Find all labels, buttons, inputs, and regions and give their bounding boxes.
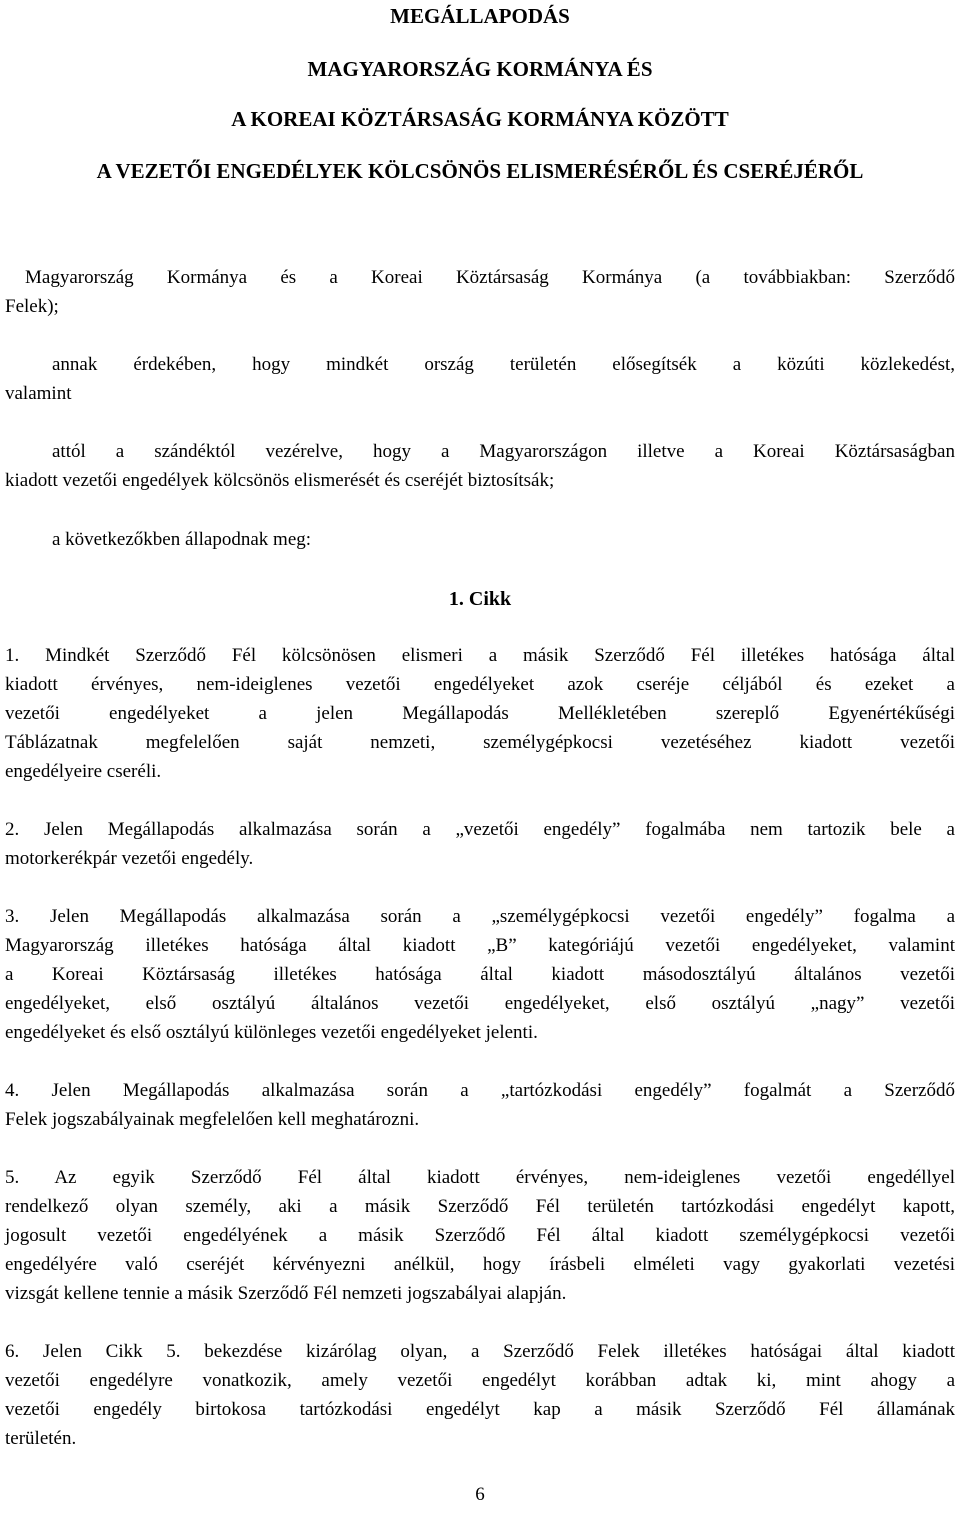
document-subtitle-subject: A VEZETŐI ENGEDÉLYEK KÖLCSÖNÖS ELISMERÉSÉRŐL ÉS CSERÉJÉRŐL (96, 159, 864, 183)
article-line: engedélyére való cseréjét kérvényezni anélkül, hogy írásbeli elméleti vagy gyakorlati vezetési (5, 1254, 955, 1275)
article-line: rendelkező olyan személy, aki a másik Szerződő Fél területén tartózkodási engedélyt kapott, (5, 1196, 955, 1217)
preamble-line: Felek); (5, 296, 59, 317)
article-line: engedélyeket, első osztályú általános vezetői engedélyeket, első osztályú „nagy” vezetői (5, 993, 955, 1014)
article-line: Magyarország illetékes hatósága által kiadott „B” kategóriájú vezetői engedélyeket, valamint (5, 935, 955, 956)
article-line: Táblázatnak megfelelően saját nemzeti, személygépkocsi vezetéséhez kiadott vezetői (5, 732, 955, 753)
article-line: kiadott érvényes, nem-ideiglenes vezetői engedélyeket azok cseréje céljából és ezeket a (5, 674, 955, 695)
article-line: 6. Jelen Cikk 5. bekezdése kizárólag olyan, a Szerződő Felek illetékes hatóságai által kiadott (5, 1341, 955, 1362)
preamble-line: Magyarország Kormánya és a Koreai Köztársaság Kormánya (a továbbiakban: Szerződő (25, 267, 955, 288)
article-line: vezetői engedélyre vonatkozik, amely vezetői engedélyt korábban adtak ki, mint ahogy a (5, 1370, 955, 1391)
article-line: 4. Jelen Megállapodás alkalmazása során a „tartózkodási engedély” fogalmát a Szerződő (5, 1080, 955, 1101)
article-line: Felek jogszabályainak megfelelően kell meghatározni. (5, 1109, 420, 1130)
page-number: 6 (475, 1484, 485, 1505)
article-line: engedélyeire cseréli. (5, 761, 162, 782)
article-line: vezetői engedély birtokosa tartózkodási engedélyt kap a másik Szerződő Fél államának (5, 1399, 955, 1420)
article-line: 2. Jelen Megállapodás alkalmazása során a „vezetői engedély” fogalmába nem tartozik bele a (5, 819, 955, 840)
preamble-line: a következőkben állapodnak meg: (52, 529, 312, 550)
article-heading: 1. Cikk (448, 588, 512, 610)
preamble-line: attól a szándéktól vezérelve, hogy a Magyarországon illetve a Koreai Köztársaságban (52, 441, 955, 462)
article-line: a Koreai Köztársaság illetékes hatósága által kiadott másodosztályú általános vezetői (5, 964, 955, 985)
preamble-line: annak érdekében, hogy mindkét ország területén elősegítsék a közúti közlekedést, (52, 354, 955, 375)
article-line: vizsgát kellene tennie a másik Szerződő Fél nemzeti jogszabályai alapján. (5, 1283, 567, 1304)
article-line: 3. Jelen Megállapodás alkalmazása során a „személygépkocsi vezetői engedély” fogalma a (5, 906, 955, 927)
article-line: engedélyeket és első osztályú különleges vezetői engedélyeket jelenti. (5, 1022, 538, 1043)
article-line: jogosult vezetői engedélyének a másik Szerződő Fél által kiadott személygépkocsi vezetői (5, 1225, 955, 1246)
article-line: vezetői engedélyeket a jelen Megállapodás Mellékletében szereplő Egyenértékűségi (5, 703, 955, 724)
article-line: motorkerékpár vezetői engedély. (5, 848, 254, 869)
document-title: MEGÁLLAPODÁS (390, 4, 570, 28)
preamble-line: valamint (5, 383, 72, 404)
document-subtitle-parties-1: MAGYARORSZÁG KORMÁNYA ÉS (307, 57, 653, 81)
preamble-line: kiadott vezetői engedélyek kölcsönös elismerését és cseréjét biztosítsák; (5, 470, 555, 491)
article-line: 5. Az egyik Szerződő Fél által kiadott érvényes, nem-ideiglenes vezetői engedéllyel (5, 1167, 955, 1188)
document-subtitle-parties-2: A KOREAI KÖZTÁRSASÁG KORMÁNYA KÖZÖTT (231, 107, 729, 131)
article-line: 1. Mindkét Szerződő Fél kölcsönösen elismeri a másik Szerződő Fél illetékes hatósága által (5, 645, 955, 666)
article-line: területén. (5, 1428, 77, 1449)
